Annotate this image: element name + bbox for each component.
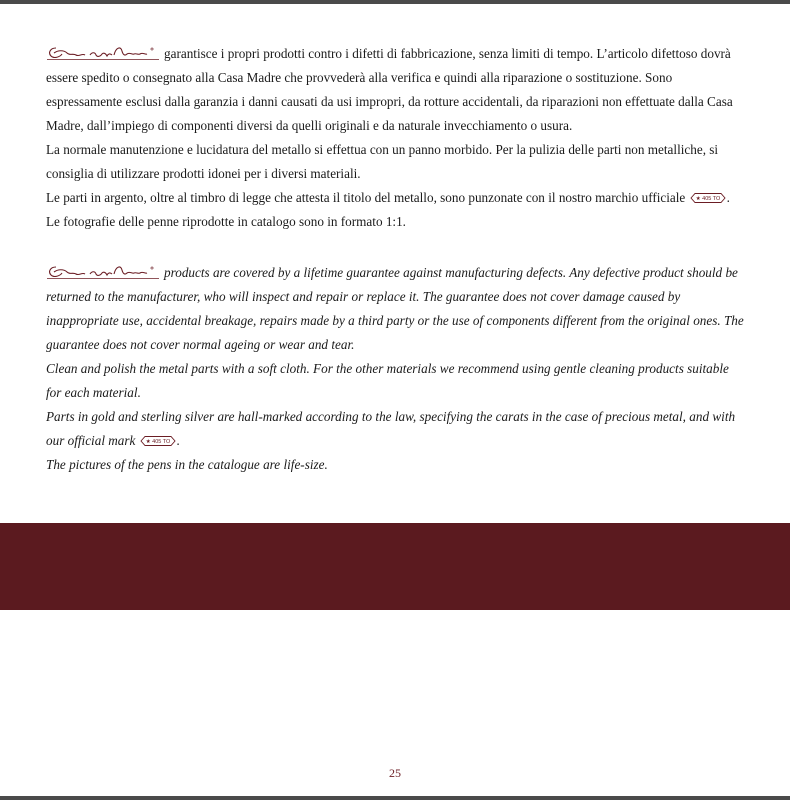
italian-hallmark-sentence: Le parti in argento, oltre al timbro di legge che attesta il titolo del metallo, sono punzonate con il nostro marchio ufficiale (46, 190, 686, 205)
italian-hallmark-period: . (726, 190, 730, 205)
english-hallmark-period: . (176, 433, 180, 448)
english-paragraph-2: Clean and polish the metal parts with a soft cloth. For the other materials we recommend using gentle cleaning products suitable for each material. (46, 361, 729, 400)
english-paragraph-3 (46, 405, 746, 453)
hallmark-stamp (690, 192, 726, 204)
hallmark-stamp-english (140, 435, 176, 447)
italian-paragraph-2: La normale manutenzione e lucidatura del metallo si effettua con un panno morbido. Per la pulizia delle parti non metalliche, si consiglia di utilizzare prodotti idonei per i diversi materiali. (46, 142, 719, 181)
english-paragraph-1 (46, 261, 746, 357)
bottom-frame-bar (0, 796, 790, 800)
italian-paragraph-3 (46, 186, 746, 210)
decorative-color-band (0, 523, 790, 610)
italian-warranty-sentence: garantisce i propri prodotti contro i difetti di fabbricazione, senza limiti di tempo. L’articolo difettoso dovrà essere spedito o consegnato alla Casa Madre che provvederà alla verifica e quindi alla riparazione o sostituzione. Sono espressamente esclusi dalla garanzia i danni causati da usi impropri, da rotture accidentali, da riparazioni non effettuate dalla Casa Madre, dall’impiego di componenti diversi da quelli originali e da naturale invecchiamento o usura. (46, 46, 733, 133)
italian-paragraph-4: Le fotografie delle penne riprodotte in catalogo sono in formato 1:1. (46, 214, 406, 229)
italian-warranty-text (46, 42, 746, 234)
page-number: 25 (389, 766, 401, 780)
top-frame-bar (0, 0, 790, 4)
svg-text:★ 405 TO: ★ 405 TO (695, 196, 720, 203)
brand-signature-logo (46, 44, 160, 61)
svg-text:★ 405 TO: ★ 405 TO (145, 439, 170, 446)
english-hallmark-sentence: Parts in gold and sterling silver are hall-marked according to the law, specifying the carats in the case of precious metal, and with our official mark (46, 409, 736, 448)
english-warranty-text (46, 261, 746, 477)
english-warranty-sentence: products are covered by a lifetime guarantee against manufacturing defects. Any defective product should be returned to the manufacturer, who will inspect and repair or replace it. The guarantee does not cover damage caused by inappropriate use, accidental breakage, repairs made by a third party or the use of components different from the original ones. The guarantee does not cover normal ageing or wear and tear. (46, 265, 744, 352)
italian-paragraph-1 (46, 42, 746, 138)
brand-signature-logo-english (46, 263, 160, 280)
english-paragraph-4: The pictures of the pens in the catalogue are life-size. (46, 457, 328, 472)
